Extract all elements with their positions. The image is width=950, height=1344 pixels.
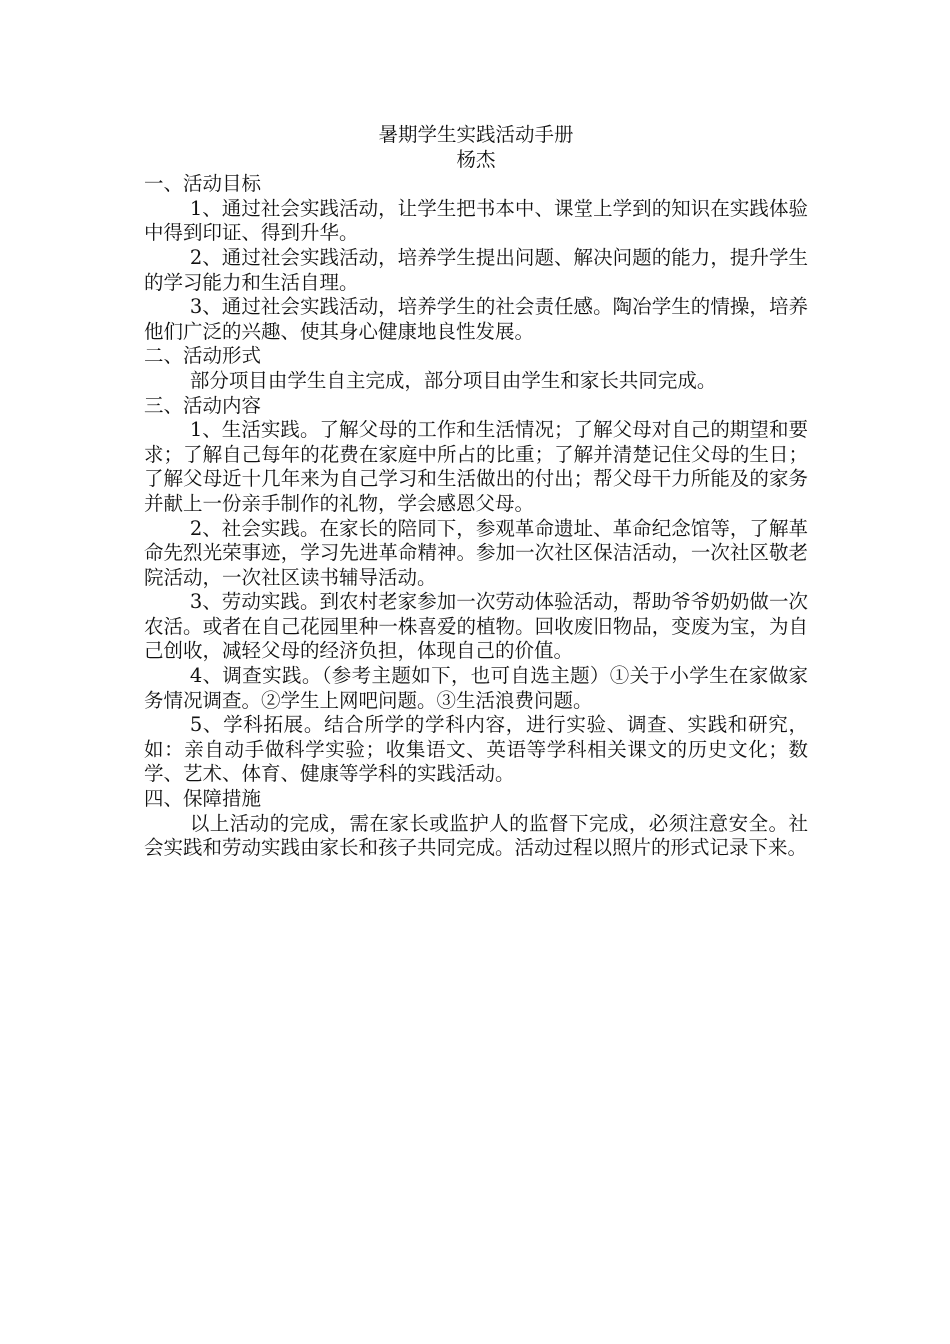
content-paragraph: 3、劳动实践。到农村老家参加一次劳动体验活动，帮助爷爷奶奶做一次农活。或者在自己花园里种一株喜爱的植物。回收废旧物品，变废为宝，为自己创收，减轻父母的经济负担，体现自己的价值。	[144, 590, 808, 663]
document-title: 暑期学生实践活动手册	[378, 123, 574, 146]
section-heading-content: 三、活动内容	[144, 393, 262, 417]
goal-paragraph: 1、通过社会实践活动，让学生把书本中、课堂上学到的知识在实践体验中得到印证、得到升华。	[144, 196, 808, 245]
content-paragraph: 2、社会实践。在家长的陪同下，参观革命遗址、革命纪念馆等，了解革命先烈光荣事迹，学习先进革命精神。参加一次社区保洁活动，一次社区敬老院活动，一次社区读书辅导活动。	[144, 516, 808, 589]
section-heading-safeguards: 四、保障措施	[144, 787, 262, 811]
content-paragraph: 4、调查实践。（参考主题如下，也可自选主题）①关于小学生在家做家务情况调查。②学生上网吧问题。③生活浪费问题。	[144, 664, 808, 712]
document-page	[144, 123, 808, 861]
section-heading-format: 二、活动形式	[144, 344, 262, 368]
content-paragraph: 5、学科拓展。结合所学的学科内容，进行实验、调查、实践和研究，如：亲自动手做科学实验；收集语文、英语等学科相关课文的历史文化；数学、艺术、体育、健康等学科的实践活动。	[144, 713, 808, 786]
safeguards-paragraph: 以上活动的完成，需在家长或监护人的监督下完成，必须注意安全。社会实践和劳动实践由家长和孩子共同完成。活动过程以照片的形式记录下来。	[144, 811, 808, 860]
goal-paragraph: 2、通过社会实践活动，培养学生提出问题、解决问题的能力，提升学生的学习能力和生活自理。	[144, 245, 808, 294]
goal-paragraph: 3、通过社会实践活动，培养学生的社会责任感。陶冶学生的情操，培养他们广泛的兴趣、使其身心健康地良性发展。	[144, 295, 808, 343]
document-author: 杨杰	[456, 147, 496, 171]
section-heading-goals: 一、活动目标	[144, 172, 262, 196]
format-paragraph: 部分项目由学生自主完成，部分项目由学生和家长共同完成。	[189, 368, 717, 392]
content-paragraph: 1、生活实践。了解父母的工作和生活情况；了解父母对自己的期望和要求；了解自己每年的花费在家庭中所占的比重；了解并清楚记住父母的生日；了解父母近十几年来为自己学习和生活做出的付出；帮父母干力所能及的家务并献上一份亲手制作的礼物，学会感恩父母。	[144, 418, 808, 515]
